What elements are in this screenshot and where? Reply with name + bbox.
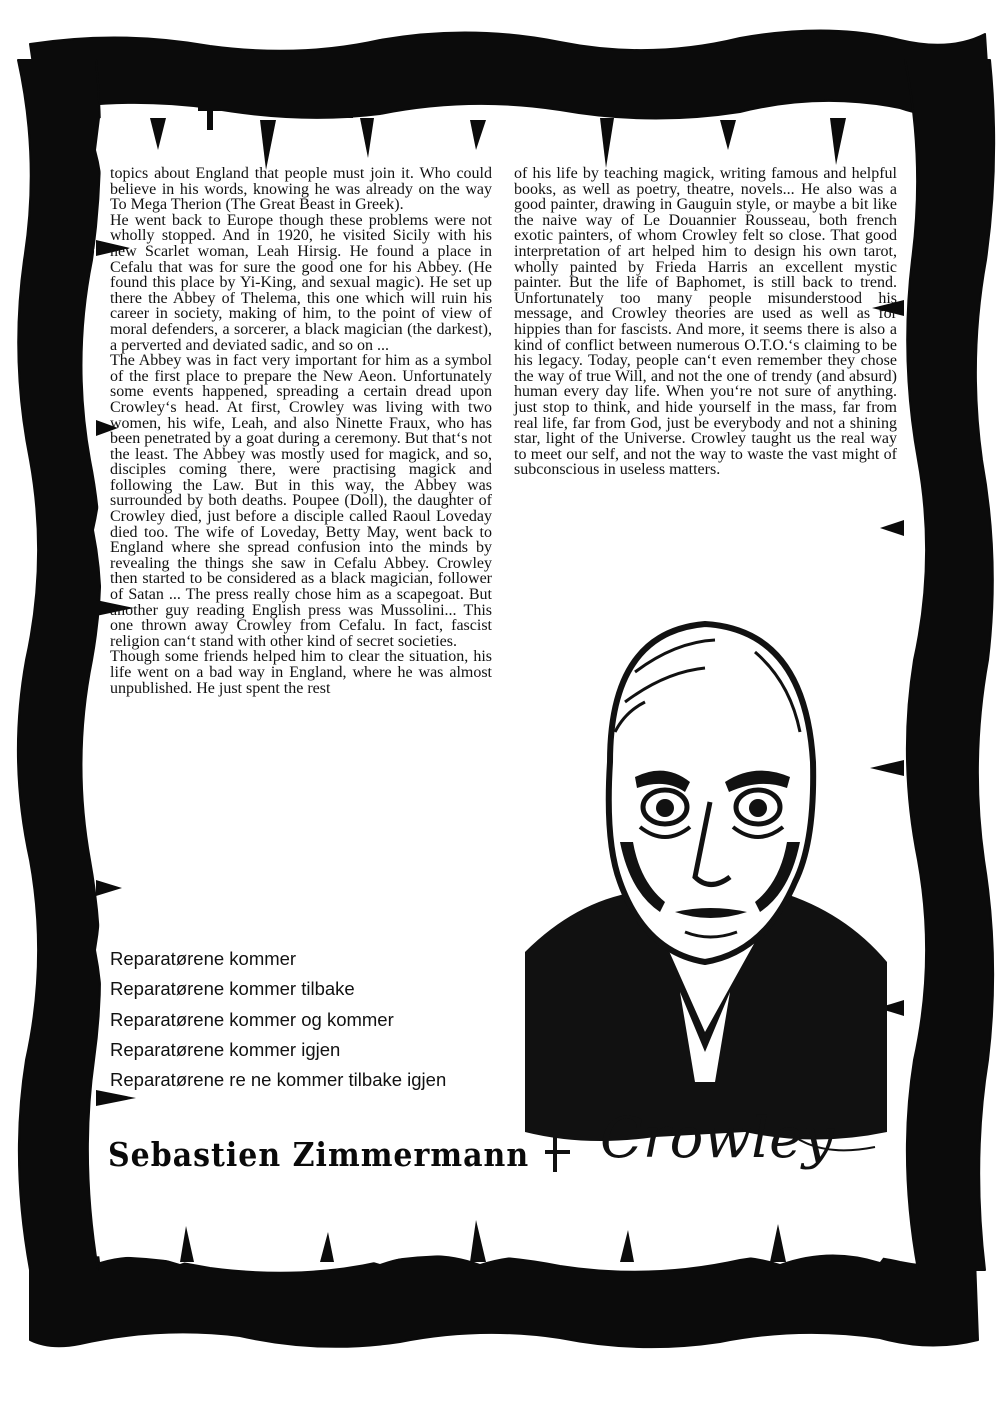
chant-line: Reparatørene kommer og kommer [110,1008,394,1030]
paragraph: The Abbey was in fact very important for him as a symbol of the first place to prepare the New Aeon. Unfortunately some events happened, spreading a certain dread upon Crowley‘s head. At first, Crowley was living with two women, his wife, Leah, and also Ninette Fraux, who has been penetrated by a goat during a ceremony. But that‘s not the least. The Abbey was mostly used for magick, and so, disciples coming there, were practising magick and following the Law. But in this way, the Abbey was surrounded by both deaths. Poupee (Doll), the daughter of Crowley died, just before a disciple called Raoul Loveday died too. The wife of Loveday, Betty May, went back to England where she spread confusion into the minds by revealing the things she saw in Cefalu Abbey. Crowley then started to be considered as a black magician, follower of Satan ... The press really chose him as a scapegoat. But another guy reading English press was Mussolini... This one thrown away Crowley from Cefalu. In fact, fascist religion can‘t stand with other kind of secret societies. [110,352,492,650]
paragraph: topics about England that people must join it. Who could believe in his words, knowing he was already on the way To Mega Therion (The Great Beast in Greek). [110,165,492,214]
signature-text: Crowley [600,1106,834,1171]
article-left-column [110,166,492,696]
chant-line: Reparatørene kommer igjen [110,1038,341,1060]
chant-line: Reparatørene re ne kommer tilbake igjen [110,1069,447,1091]
paragraph: of his life by teaching magick, writing famous and helpful books, as well as poetry, theatre, novels... He also was a good painter, drawing in Gauguin style, or maybe a bit like the naive way of Le Douannier Rousseau, both french exotic painters, of whom Crowley felt so close. That good interpretation of art helped him to design his own tarot, wholly painted by Frieda Harris an excellent mystic painter. But the life of Baphomet, is still back to trend. Unfortunately too many people misunderstood his message, and Crowley theories are used as well as for hippies than for fascists. And more, it seems there is also a kind of conflict between numerous O.T.O.‘s claiming to be his legacy. Today, people can‘t even remember they chose the way of true Will, and not the one of trendy (and absurd) human every day life. When you‘re not sure of anything. just stop to think, and hide yourself in the mass, far from real life, far from God, just be everybody and not a shining star, light of the Universe. Crowley taught us the real way to meet our self, and not the way to waste the vast might of subconscious in useless matters. [514,165,897,479]
paragraph: Though some friends helped him to clear the situation, his life went on a bad way in England, where he was almost unpublished. He just spent the rest [110,648,492,697]
article-right-column [514,166,897,478]
chant-block [110,948,446,1099]
paragraph: He went back to Europe though these problems were not wholly stopped. And in 1920, he visited Sicily with his new Scarlet woman, Leah Hirsig. He found a place in Cefalu that was for sure the good one for his Abbey. (He found this place by Yi-King, and sexual magic). He set up there the Abbey of Thelema, this one which will ruin his career in society, making of him, to the point of view of moral defenders, a sorcerer, a black magician (the darkest), a perverted and deviated sadic, and so on ... [110,211,492,354]
portrait-illustration-icon [515,612,890,1172]
chant-line: Reparatørene kommer [110,948,297,969]
author-name: Sebastien Zimmermann [108,1136,530,1175]
chant-line: Reparatørene kommer tilbake [110,978,355,1000]
